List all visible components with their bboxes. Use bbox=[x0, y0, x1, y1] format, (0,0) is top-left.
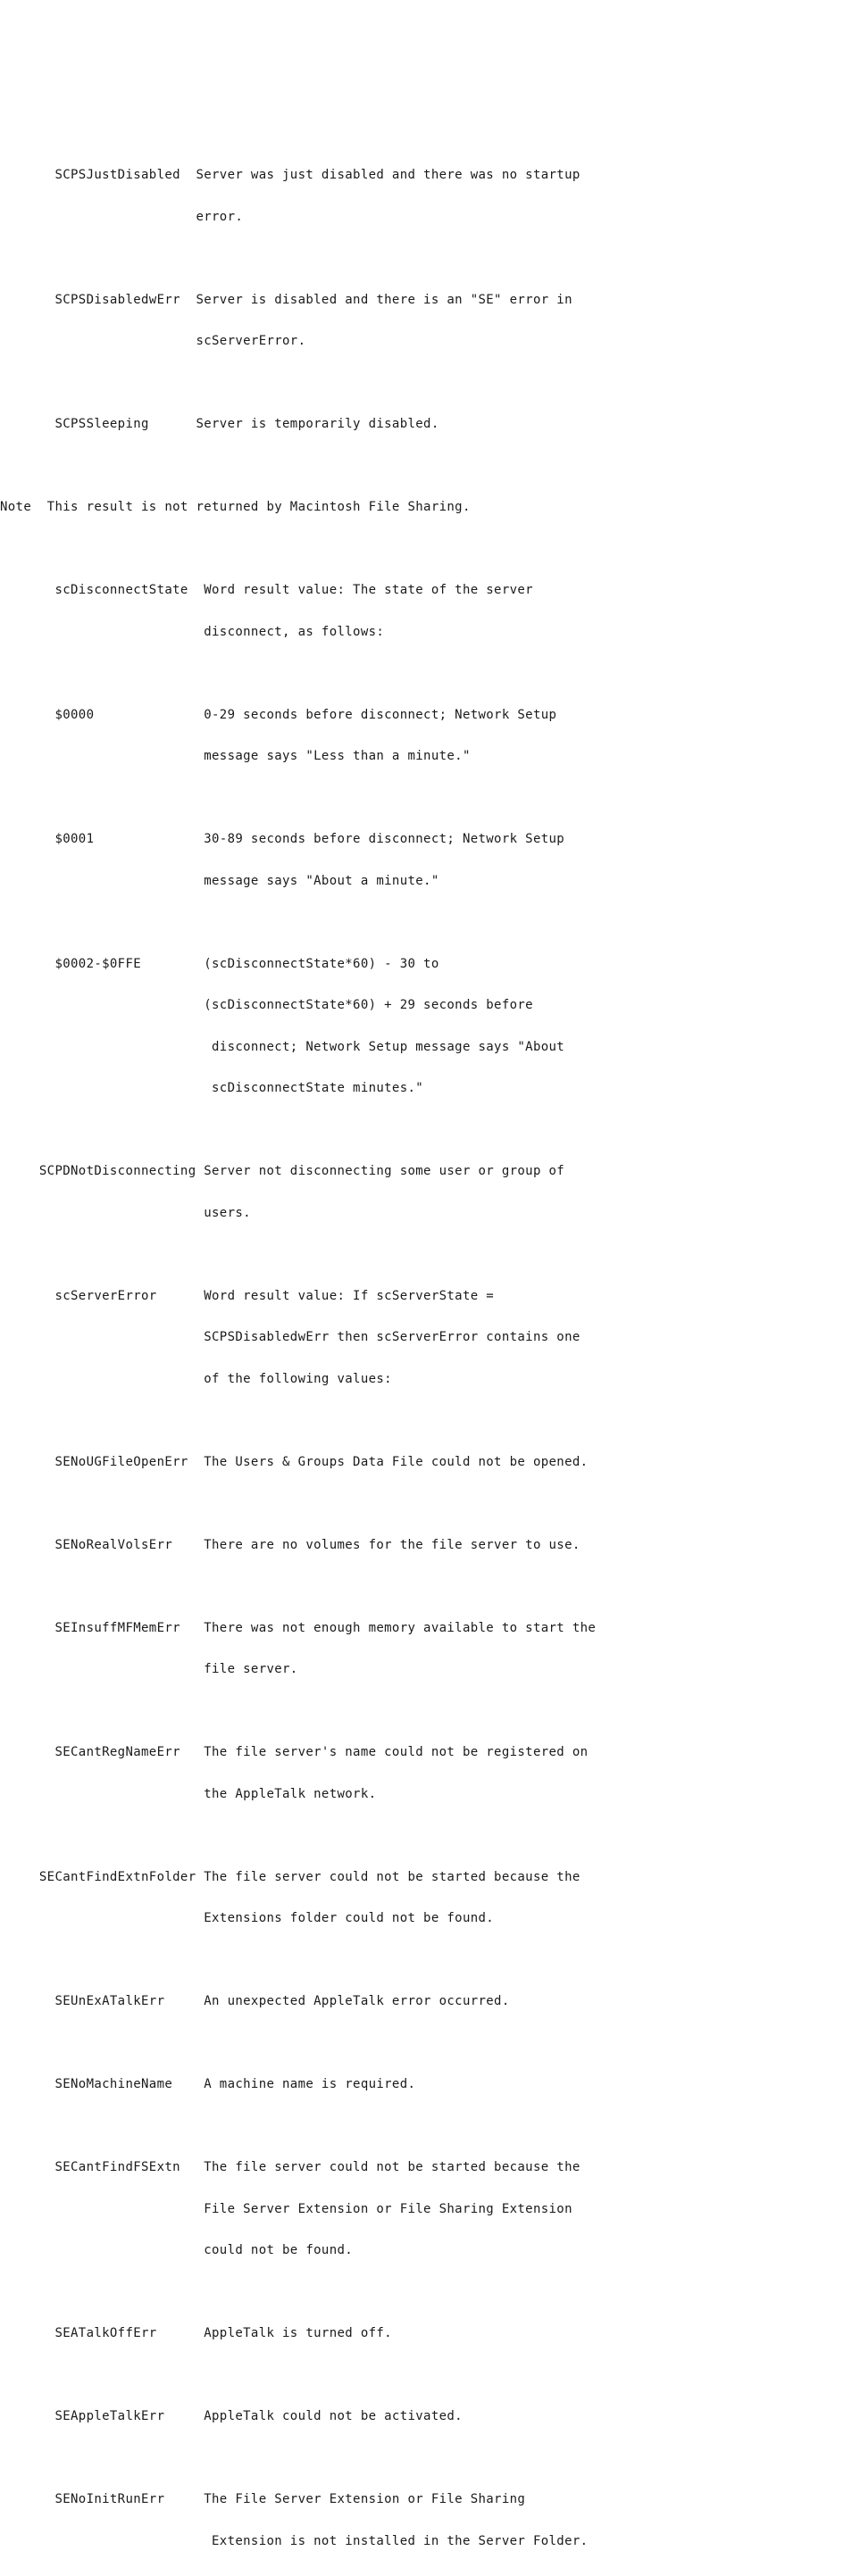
text-line: SEInsuffMFMemErr There was not enough memory available to start the bbox=[0, 1620, 597, 1635]
text-line: SENoRealVolsErr There are no volumes for the file server to use. bbox=[0, 1537, 581, 1552]
text-line bbox=[0, 2286, 852, 2300]
text-line: SCPSSleeping Server is temporarily disabled. bbox=[0, 417, 439, 431]
text-line bbox=[0, 1497, 852, 1511]
text-line bbox=[0, 667, 852, 681]
text-line: $0000 0-29 seconds before disconnect; Network Setup bbox=[0, 707, 557, 722]
text-line bbox=[0, 2369, 852, 2383]
text-line: file server. bbox=[0, 1662, 298, 1676]
text-line bbox=[0, 1248, 852, 1262]
text-line: users. bbox=[0, 1205, 251, 1220]
text-line: SECantFindExtnFolder The file server could not be started because the bbox=[0, 1869, 581, 1884]
text-line bbox=[0, 1124, 852, 1138]
text-line: SENoMachineName A machine name is required. bbox=[0, 2077, 416, 2091]
text-line bbox=[0, 1705, 852, 1719]
text-line: SENoUGFileOpenErr The Users & Groups Data File could not be opened. bbox=[0, 1454, 589, 1469]
text-line bbox=[0, 460, 852, 474]
text-line: message says "About a minute." bbox=[0, 873, 439, 888]
text-line bbox=[0, 1954, 852, 1968]
text-line: (scDisconnectState*60) + 29 seconds before bbox=[0, 998, 533, 1012]
text-line bbox=[0, 2452, 852, 2466]
text-line: SCPSJustDisabled Server was just disabled and there was no startup bbox=[0, 168, 581, 182]
text-line bbox=[0, 252, 852, 266]
text-line: File Server Extension or File Sharing Extension bbox=[0, 2201, 572, 2216]
text-line: $0002-$0FFE (scDisconnectState*60) - 30 to bbox=[0, 956, 439, 971]
text-line: scServerError. bbox=[0, 334, 306, 348]
text-line: Extension is not installed in the Server Folder. bbox=[0, 2533, 589, 2548]
text-line: scServerError Word result value: If scServerState = bbox=[0, 1288, 495, 1303]
text-line: scDisconnectState minutes." bbox=[0, 1081, 424, 1095]
document-body bbox=[0, 141, 852, 2576]
text-line: SEUnExATalkErr An unexpected AppleTalk error occurred. bbox=[0, 1994, 510, 2008]
text-line: the AppleTalk network. bbox=[0, 1786, 377, 1801]
text-line bbox=[0, 1580, 852, 1594]
text-line: could not be found. bbox=[0, 2243, 354, 2257]
text-line bbox=[0, 1829, 852, 1843]
text-line: SECantRegNameErr The file server's name could not be registered on bbox=[0, 1745, 589, 1759]
text-line: SEAppleTalkErr AppleTalk could not be activated. bbox=[0, 2409, 463, 2423]
text-line: SEATalkOffErr AppleTalk is turned off. bbox=[0, 2326, 392, 2340]
text-line bbox=[0, 2037, 852, 2051]
text-line: Extensions folder could not be found. bbox=[0, 1911, 495, 1925]
text-line: message says "Less than a minute." bbox=[0, 749, 471, 763]
text-line bbox=[0, 916, 852, 930]
text-line: SCPDNotDisconnecting Server not disconnecting some user or group of bbox=[0, 1164, 565, 1178]
text-line: $0001 30-89 seconds before disconnect; Network Setup bbox=[0, 832, 565, 846]
text-line: SECantFindFSExtn The file server could not be started because the bbox=[0, 2160, 581, 2174]
note-line: Note This result is not returned by Macintosh File Sharing. bbox=[0, 500, 471, 514]
text-line: disconnect, as follows: bbox=[0, 624, 385, 639]
text-line bbox=[0, 1414, 852, 1428]
text-line bbox=[0, 2120, 852, 2134]
text-line: SCPSDisabledwErr Server is disabled and there is an "SE" error in bbox=[0, 292, 572, 307]
text-line: error. bbox=[0, 209, 244, 224]
text-line bbox=[0, 543, 852, 557]
text-line: scDisconnectState Word result value: The state of the server bbox=[0, 583, 533, 597]
text-line: SCPSDisabledwErr then scServerError contains one bbox=[0, 1330, 581, 1344]
text-line: SENoInitRunErr The File Server Extension or File Sharing bbox=[0, 2492, 526, 2506]
text-line bbox=[0, 377, 852, 391]
text-line bbox=[0, 792, 852, 806]
text-line: of the following values: bbox=[0, 1371, 392, 1386]
text-line: disconnect; Network Setup message says "About bbox=[0, 1039, 565, 1054]
